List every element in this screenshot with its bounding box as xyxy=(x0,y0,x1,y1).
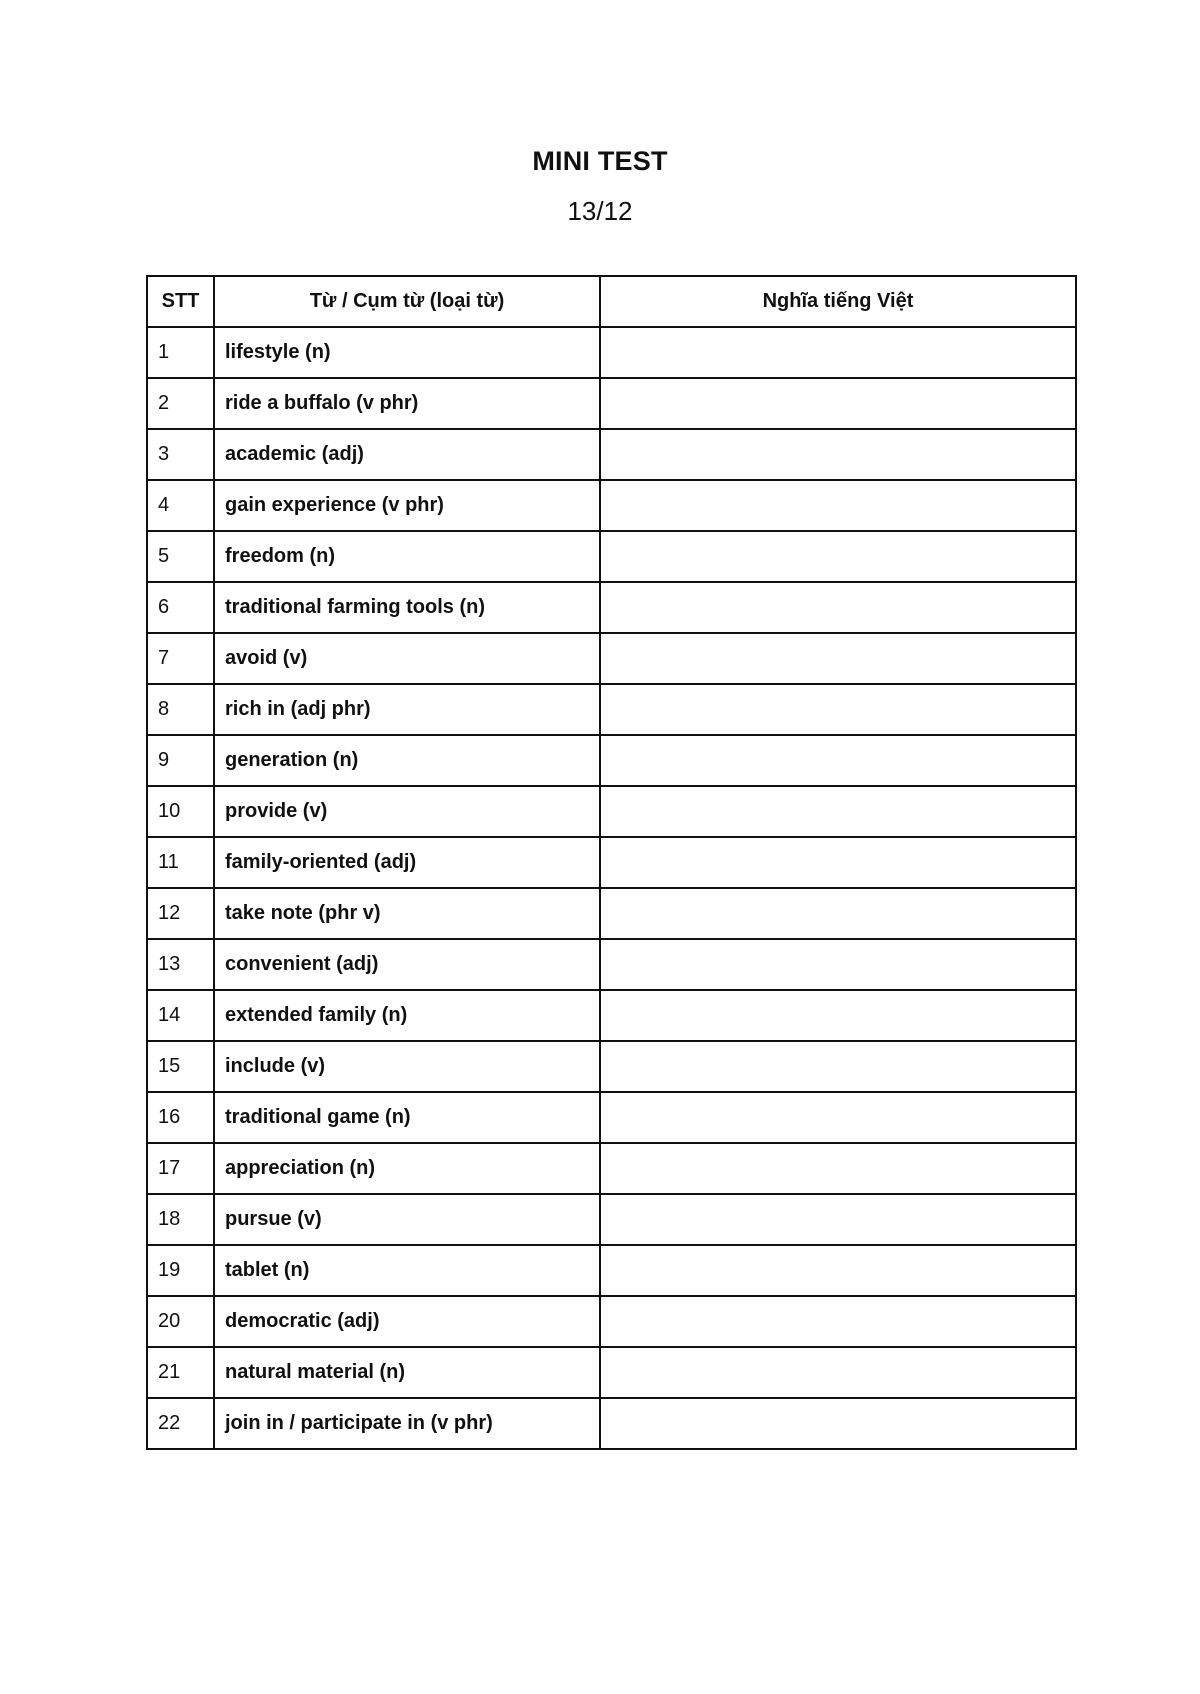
meaning-answer-cell[interactable] xyxy=(600,837,1076,888)
vocabulary-term: generation (n) xyxy=(214,735,600,786)
meaning-answer-cell[interactable] xyxy=(600,378,1076,429)
vocabulary-term: extended family (n) xyxy=(214,990,600,1041)
meaning-answer-cell[interactable] xyxy=(600,531,1076,582)
row-number: 14 xyxy=(147,990,214,1041)
meaning-answer-cell[interactable] xyxy=(600,1194,1076,1245)
row-number: 15 xyxy=(147,1041,214,1092)
vocabulary-term: traditional farming tools (n) xyxy=(214,582,600,633)
row-number: 11 xyxy=(147,837,214,888)
row-number: 20 xyxy=(147,1296,214,1347)
meaning-answer-cell[interactable] xyxy=(600,1245,1076,1296)
row-number: 6 xyxy=(147,582,214,633)
meaning-answer-cell[interactable] xyxy=(600,786,1076,837)
vocabulary-table xyxy=(146,275,1077,1450)
meaning-answer-cell[interactable] xyxy=(600,1398,1076,1449)
meaning-answer-cell[interactable] xyxy=(600,429,1076,480)
table-row xyxy=(147,684,1076,735)
vocabulary-term: academic (adj) xyxy=(214,429,600,480)
page-title: MINI TEST xyxy=(532,146,668,176)
meaning-answer-cell[interactable] xyxy=(600,480,1076,531)
row-number: 12 xyxy=(147,888,214,939)
test-date: 13/12 xyxy=(567,196,633,226)
vocabulary-term: join in / participate in (v phr) xyxy=(214,1398,600,1449)
meaning-answer-cell[interactable] xyxy=(600,1092,1076,1143)
table-row xyxy=(147,327,1076,378)
row-number: 21 xyxy=(147,1347,214,1398)
vocabulary-term: family-oriented (adj) xyxy=(214,837,600,888)
table-row xyxy=(147,990,1076,1041)
row-number: 18 xyxy=(147,1194,214,1245)
meaning-answer-cell[interactable] xyxy=(600,1041,1076,1092)
vocabulary-term: freedom (n) xyxy=(214,531,600,582)
table-row xyxy=(147,531,1076,582)
meaning-answer-cell[interactable] xyxy=(600,633,1076,684)
table-row xyxy=(147,735,1076,786)
meaning-answer-cell[interactable] xyxy=(600,990,1076,1041)
table-row xyxy=(147,1398,1076,1449)
vocabulary-term: natural material (n) xyxy=(214,1347,600,1398)
vocabulary-term: provide (v) xyxy=(214,786,600,837)
table-row xyxy=(147,1347,1076,1398)
vocabulary-term: convenient (adj) xyxy=(214,939,600,990)
column-header-number: STT xyxy=(147,276,214,327)
vocabulary-term: lifestyle (n) xyxy=(214,327,600,378)
row-number: 7 xyxy=(147,633,214,684)
meaning-answer-cell[interactable] xyxy=(600,582,1076,633)
table-row xyxy=(147,582,1076,633)
table-row xyxy=(147,888,1076,939)
meaning-answer-cell[interactable] xyxy=(600,1347,1076,1398)
table-row xyxy=(147,939,1076,990)
row-number: 3 xyxy=(147,429,214,480)
table-body xyxy=(147,327,1076,1449)
meaning-answer-cell[interactable] xyxy=(600,939,1076,990)
table-row xyxy=(147,1041,1076,1092)
vocabulary-term: tablet (n) xyxy=(214,1245,600,1296)
vocabulary-term: democratic (adj) xyxy=(214,1296,600,1347)
vocabulary-term: pursue (v) xyxy=(214,1194,600,1245)
vocabulary-term: appreciation (n) xyxy=(214,1143,600,1194)
vocabulary-term: traditional game (n) xyxy=(214,1092,600,1143)
table-row xyxy=(147,786,1076,837)
meaning-answer-cell[interactable] xyxy=(600,1143,1076,1194)
row-number: 9 xyxy=(147,735,214,786)
table-header-row xyxy=(147,276,1076,327)
table-row xyxy=(147,837,1076,888)
vocabulary-term: ride a buffalo (v phr) xyxy=(214,378,600,429)
vocabulary-term: include (v) xyxy=(214,1041,600,1092)
row-number: 4 xyxy=(147,480,214,531)
table-row xyxy=(147,1092,1076,1143)
meaning-answer-cell[interactable] xyxy=(600,684,1076,735)
table-row xyxy=(147,480,1076,531)
meaning-answer-cell[interactable] xyxy=(600,735,1076,786)
row-number: 16 xyxy=(147,1092,214,1143)
meaning-answer-cell[interactable] xyxy=(600,888,1076,939)
table-row xyxy=(147,429,1076,480)
meaning-answer-cell[interactable] xyxy=(600,1296,1076,1347)
table-row xyxy=(147,1194,1076,1245)
vocabulary-term: take note (phr v) xyxy=(214,888,600,939)
row-number: 1 xyxy=(147,327,214,378)
table-row xyxy=(147,378,1076,429)
row-number: 13 xyxy=(147,939,214,990)
vocabulary-term: gain experience (v phr) xyxy=(214,480,600,531)
table-row xyxy=(147,633,1076,684)
vocabulary-term: rich in (adj phr) xyxy=(214,684,600,735)
table-row xyxy=(147,1143,1076,1194)
table-row xyxy=(147,1245,1076,1296)
meaning-answer-cell[interactable] xyxy=(600,327,1076,378)
row-number: 17 xyxy=(147,1143,214,1194)
row-number: 8 xyxy=(147,684,214,735)
row-number: 19 xyxy=(147,1245,214,1296)
vocabulary-term: avoid (v) xyxy=(214,633,600,684)
row-number: 22 xyxy=(147,1398,214,1449)
row-number: 5 xyxy=(147,531,214,582)
column-header-meaning: Nghĩa tiếng Việt xyxy=(600,276,1076,327)
column-header-term: Từ / Cụm từ (loại từ) xyxy=(214,276,600,327)
row-number: 2 xyxy=(147,378,214,429)
row-number: 10 xyxy=(147,786,214,837)
table-row xyxy=(147,1296,1076,1347)
